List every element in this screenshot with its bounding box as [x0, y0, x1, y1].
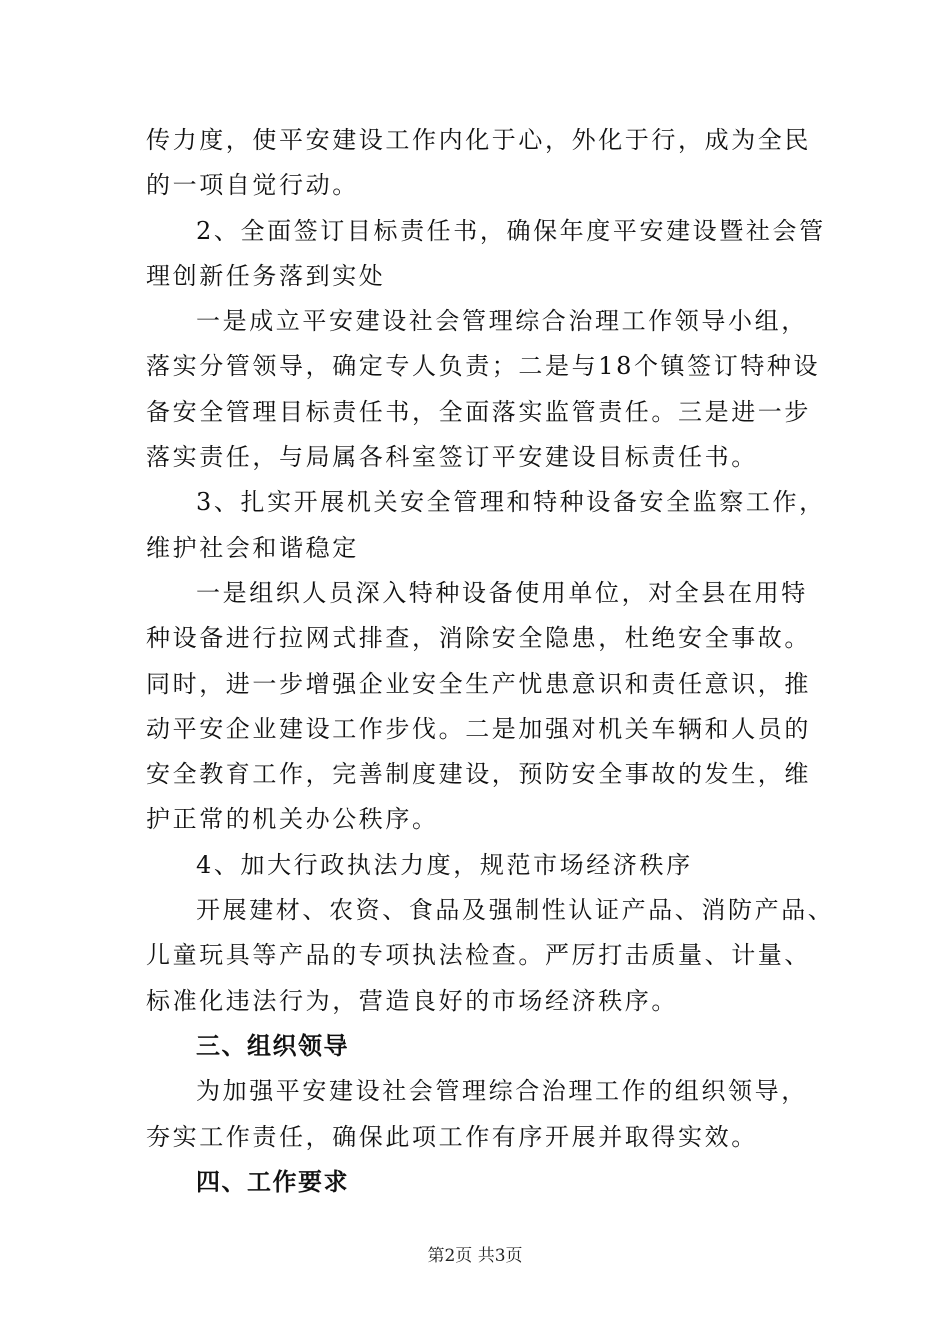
text-line: 护正常的机关办公秩序。	[146, 805, 439, 834]
chapter-heading: 四、工作要求	[196, 1167, 349, 1196]
text-line: 为加强平安建设社会管理综合治理工作的组织领导，	[196, 1077, 808, 1106]
text-line: 同时，进一步增强企业安全生产忧患意识和责任意识，推	[146, 669, 811, 698]
text-line: 安全教育工作，完善制度建设，预防安全事故的发生，维	[146, 760, 811, 789]
page-number-footer: 第2页 共3页	[427, 1246, 523, 1266]
text-line: 标准化违法行为，营造良好的市场经济秩序。	[146, 986, 678, 1015]
section-heading: 3、扎实开展机关安全管理和特种设备安全监察工作，	[196, 488, 826, 517]
text-line: 落实责任，与局属各科室签订平安建设目标责任书。	[146, 443, 758, 472]
text-line: 一是组织人员深入特种设备使用单位，对全县在用特	[196, 578, 808, 607]
text-line: 落实分管领导，确定专人负责；二是与18个镇签订特种设	[146, 352, 821, 381]
text-line: 备安全管理目标责任书，全面落实监管责任。三是进一步	[146, 397, 811, 426]
text-line: 儿童玩具等产品的专项执法检查。严厉打击质量、计量、	[146, 941, 811, 970]
text-line: 理创新任务落到实处	[146, 261, 386, 290]
document-body	[146, 118, 835, 1205]
text-line: 一是成立平安建设社会管理综合治理工作领导小组，	[196, 307, 808, 336]
text-line: 的一项自觉行动。	[146, 171, 359, 200]
text-line: 夯实工作责任，确保此项工作有序开展并取得实效。	[146, 1122, 758, 1151]
text-line: 传力度，使平安建设工作内化于心，外化于行，成为全民	[146, 126, 811, 154]
section-heading: 2、全面签订目标责任书，确保年度平安建设暨社会管	[196, 216, 826, 245]
chapter-heading: 三、组织领导	[196, 1031, 349, 1060]
text-line: 维护社会和谐稳定	[146, 533, 359, 562]
text-line: 开展建材、农资、食品及强制性认证产品、消防产品、	[196, 896, 835, 925]
section-heading: 4、加大行政执法力度，规范市场经济秩序	[196, 850, 693, 879]
text-line: 动平安企业建设工作步伐。二是加强对机关车辆和人员的	[146, 714, 811, 743]
text-line: 种设备进行拉网式排查，消除安全隐患，杜绝安全事故。	[146, 624, 811, 653]
